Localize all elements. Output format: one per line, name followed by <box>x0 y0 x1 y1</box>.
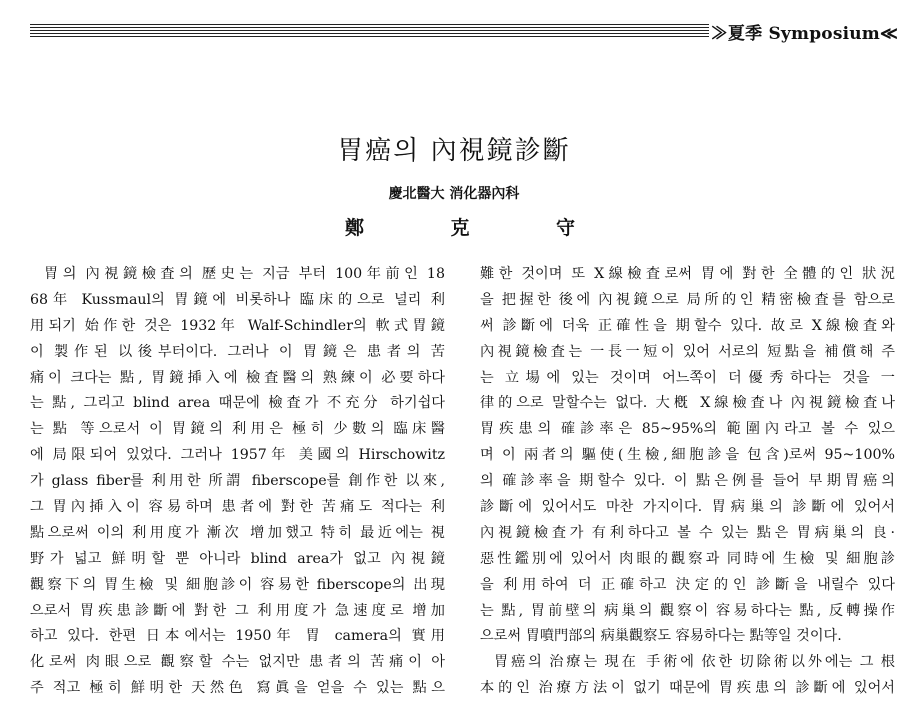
body-column-left <box>30 262 445 702</box>
paragraph-line: 化로써 肉眼으로 觀察할 수는 없지만 患者의 苦痛이 아 <box>30 654 445 671</box>
paragraph-line: 難한 것이며 또 X線檢査로써 胃에 對한 全體的인 狀況 <box>480 266 895 282</box>
paragraph-line: 가 glass fiber를 利用한 所謂 fiberscope를 創作한 以來, <box>30 473 445 490</box>
header-rule-lines <box>30 24 709 38</box>
author-name-char: 克 <box>450 217 470 239</box>
body-column-right <box>480 262 895 702</box>
paragraph-line: 으로써 胃噴門部의 病巢觀察도 容易하다는 點等일 것이다. <box>480 628 842 645</box>
paragraph-line: 律的으로 말할수는 없다. 大槪 X線檢査나 內視鏡檢査나 <box>480 395 895 412</box>
paragraph-line: 內視鏡檢査가 有利하다고 볼 수 있는 點은 胃病巢의 良· <box>480 524 895 541</box>
paragraph-line: 胃疾患의 確診率은 85~95%의 範圍內라고 볼 수 있으 <box>480 421 895 438</box>
paragraph-line: 惡性鑑別에 있어서 肉眼的觀察과 同時에 生檢 및 細胞診 <box>480 550 895 567</box>
paragraph-line: 는 點, 胃前壁의 病巢의 觀察이 容易하다는 點, 反轉操作 <box>480 602 895 619</box>
paragraph-line: 用되기 始作한 것은 1932年 Walf-Schindler의 軟式胃鏡 <box>30 317 445 334</box>
paragraph-line: 이 製作된 以後부터이다. 그러나 이 胃鏡은 患者의 苦 <box>30 343 445 360</box>
paragraph-line: 는 點 等으로서 이 胃鏡의 利用은 極히 少數의 臨床醫 <box>30 421 445 438</box>
paragraph-line: 으로서 胃疾患診斷에 對한 그 利用度가 急速度로 增加 <box>30 602 445 619</box>
paragraph-line: 는 點, 그리고 blind area 때문에 檢査가 不充分 하기쉽다 <box>30 395 445 412</box>
paragraph-line: 痛이 크다는 點, 胃鏡揷入에 檢査醫의 熟練이 必要하다 <box>30 369 445 386</box>
author-name-char: 守 <box>555 217 575 239</box>
paragraph-line: 觀察下의 胃生檢 및 細胞診이 容易한 fiberscope의 出現 <box>30 576 445 593</box>
paragraph-line: 點으로써 이의 利用度가 漸次 增加했고 特히 最近에는 視 <box>30 524 445 541</box>
paragraph-line: 을 利用하여 더 正確하고 決定的인 診斷을 내릴수 있다 <box>480 576 895 593</box>
paragraph-line: 胃의 內視鏡檢査의 歷史는 지금 부터 100年前인 18 <box>44 266 445 282</box>
paragraph-line: 68年 Kussmaul의 胃鏡에 비롯하나 臨床的으로 널리 利 <box>30 291 445 308</box>
paragraph-line: 써 診斷에 더욱 正確性을 期할수 있다. 故로 X線檢査와 <box>480 317 895 334</box>
author-affiliation: 慶北醫大 消化器內科 <box>388 186 520 202</box>
paragraph-line: 診斷에 있어서도 마찬 가지이다. 胃病巢의 診斷에 있어서 <box>480 499 895 516</box>
paragraph-line: 의 確診率을 期할수 있다. 이 點은例를 들어 早期胃癌의 <box>480 473 895 490</box>
author-name-char: 鄭 <box>345 217 365 239</box>
paragraph-line: 하고 있다. 한편 日本에서는 1950年 胃 camera의 實用 <box>30 628 445 645</box>
author-name <box>345 213 575 240</box>
paragraph-line: 本的인 治療方法이 없기 때문에 胃疾患의 診斷에 있어서 <box>480 680 895 697</box>
article-title: 胃癌의 內視鏡診斷 <box>337 136 571 166</box>
paragraph-line: 주 적고 極히 鮮明한 天然色 寫眞을 얻을 수 있는 點으 <box>30 680 445 697</box>
paragraph-line: 며 이 兩者의 驅使(生檢,細胞診을 包含)로써 95~100% <box>480 447 895 464</box>
paragraph-line: 胃癌의 治療는 現在 手術에 依한 切除術以外에는 그 根 <box>494 654 895 671</box>
paragraph-line: 을 把握한 後에 內視鏡으로 局所的인 精密檢査를 함으로 <box>480 291 895 308</box>
paragraph-line: 그 胃內揷入이 容易하며 患者에 對한 苦痛도 적다는 利 <box>30 499 445 516</box>
paragraph-line: 內視鏡檢査는 一長一短이 있어 서로의 短點을 補償해 주 <box>480 343 895 360</box>
paragraph-line: 野가 넓고 鮮明할 뿐 아니라 blind area가 없고 內視鏡 <box>30 550 445 567</box>
section-header-label: ≫夏季 Symposium≪ <box>710 23 898 44</box>
section-header <box>30 20 898 42</box>
paragraph-line: 에 局限되어 있었다. 그러나 1957年 美國의 Hirschowitz <box>30 447 445 464</box>
paragraph-line: 는 立場에 있는 것이며 어느쪽이 더優秀하다는 것을 一 <box>480 369 895 386</box>
